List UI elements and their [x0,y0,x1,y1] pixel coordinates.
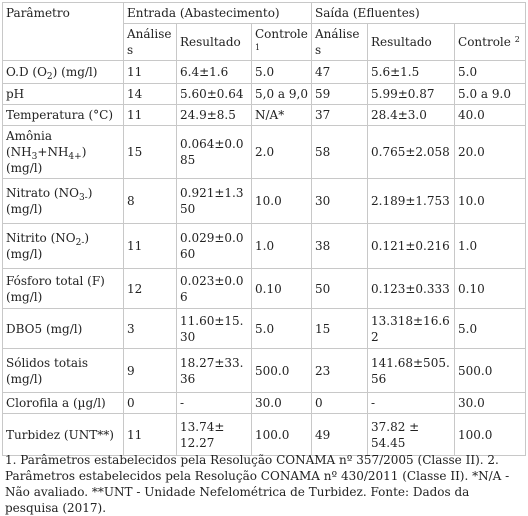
resultado-cell: - [368,393,455,414]
table-row [3,269,526,309]
resultado-cell: 0.029±0.060 [177,224,252,269]
header-resultado-saida: Resultado [368,24,455,61]
header-saida: Saída (Efluentes) [312,3,526,24]
controle-cell: 2.0 [252,126,312,179]
header-parametro: Parâmetro [3,3,124,61]
resultado-cell: 24.9±8.5 [177,105,252,126]
resultado-cell: 2.189±1.753 [368,179,455,224]
table-row [3,61,526,84]
analises-cell: 0 [124,393,177,414]
controle-cell: 100.0 [252,414,312,456]
param-cell: Fósforo total (F) (mg/l) [3,269,124,309]
controle-cell: 30.0 [252,393,312,414]
header-entrada: Entrada (Abastecimento) [124,3,312,24]
resultado-cell: 6.4±1.6 [177,61,252,84]
resultado-cell: 0.921±1.350 [177,179,252,224]
controle-cell: 0.10 [455,269,526,309]
controle-cell: 5.0 [252,61,312,84]
resultado-cell: 11.60±15.30 [177,309,252,349]
analises-cell: 23 [312,349,368,393]
resultado-cell: 28.4±3.0 [368,105,455,126]
analises-cell: 15 [124,126,177,179]
resultado-cell: 37.82 ± 54.45 [368,414,455,456]
header-analises-entrada: Análises [124,24,177,61]
resultado-cell: 13.318±16.62 [368,309,455,349]
controle-cell: N/A* [252,105,312,126]
table-row [3,349,526,393]
resultado-cell: 0.765±2.058 [368,126,455,179]
controle-cell: 20.0 [455,126,526,179]
table-row [3,126,526,179]
header-analises-saida: Análises [312,24,368,61]
analises-cell: 9 [124,349,177,393]
resultado-cell: 0.121±0.216 [368,224,455,269]
resultado-cell: 0.123±0.333 [368,269,455,309]
resultado-cell: 141.68±505.56 [368,349,455,393]
analises-cell: 47 [312,61,368,84]
controle-cell: 5.0 a 9.0 [455,84,526,105]
param-cell: Nitrato $(NO_{3-})$ (mg/l) [3,179,124,224]
controle-cell: 5.0 [252,309,312,349]
analises-cell: 38 [312,224,368,269]
param-cell: Nitrito $(NO_{2-})$ (mg/l) [3,224,124,269]
resultado-cell: 0.064±0.085 [177,126,252,179]
analises-cell: 15 [312,309,368,349]
controle-cell: 5.0 [455,309,526,349]
table-row [3,84,526,105]
param-cell: DBO5 (mg/l) [3,309,124,349]
param-cell: Clorofila a (µg/l) [3,393,124,414]
analises-cell: 11 [124,224,177,269]
param-cell: Sólidos totais (mg/l) [3,349,124,393]
resultado-cell: - [177,393,252,414]
controle-cell: 40.0 [455,105,526,126]
table-row [3,414,526,456]
controle-cell: 1.0 [455,224,526,269]
param-cell: O.D $(O_2)$ (mg/l) [3,61,124,84]
param-cell: Amônia $(NH_3+NH_{4+})$ (mg/l) [3,126,124,179]
controle-cell: 10.0 [252,179,312,224]
analises-cell: 0 [312,393,368,414]
resultado-cell: 5.6±1.5 [368,61,455,84]
controle-cell: 1.0 [252,224,312,269]
resultado-cell: 5.99±0.87 [368,84,455,105]
resultado-cell: 13.74± 12.27 [177,414,252,456]
controle-cell: 500.0 [455,349,526,393]
controle-cell: 5.0 [455,61,526,84]
controle-cell: 0.10 [252,269,312,309]
table-footnote: 1. Parâmetros estabelecidos pela Resolução CONAMA nº 357/2005 (Classe II). 2. Parâmetros estabelecidos pela Resolução CONAMA nº 430/2011 (Classe II). *N/A - Não avaliado. **UNT - Unidade Nefelométrica de Turbidez. Fonte: Dados da pesquisa (2017). [5,453,510,515]
controle-cell: 500.0 [252,349,312,393]
table-row [3,105,526,126]
header-controle-entrada: Controle $^1$ [252,24,312,61]
analises-cell: 11 [124,105,177,126]
analises-cell: 30 [312,179,368,224]
controle-cell: 5,0 a 9,0 [252,84,312,105]
results-table [2,2,526,456]
param-cell: pH [3,84,124,105]
table-row [3,309,526,349]
analises-cell: 50 [312,269,368,309]
analises-cell: 37 [312,105,368,126]
header-resultado-entrada: Resultado [177,24,252,61]
resultado-cell: 0.023±0.06 [177,269,252,309]
analises-cell: 12 [124,269,177,309]
analises-cell: 11 [124,61,177,84]
resultado-cell: 18.27±33.36 [177,349,252,393]
controle-cell: 10.0 [455,179,526,224]
analises-cell: 11 [124,414,177,456]
controle-cell: 100.0 [455,414,526,456]
param-cell: Temperatura (°C) [3,105,124,126]
resultado-cell: 5.60±0.64 [177,84,252,105]
analises-cell: 3 [124,309,177,349]
analises-cell: 49 [312,414,368,456]
table-row [3,224,526,269]
controle-cell: 30.0 [455,393,526,414]
analises-cell: 8 [124,179,177,224]
analises-cell: 58 [312,126,368,179]
param-cell: Turbidez (UNT**) [3,414,124,456]
table-row [3,179,526,224]
analises-cell: 59 [312,84,368,105]
analises-cell: 14 [124,84,177,105]
table-row [3,393,526,414]
header-controle-saida: Controle $^2$ [455,24,526,61]
header-row-1 [3,3,526,24]
